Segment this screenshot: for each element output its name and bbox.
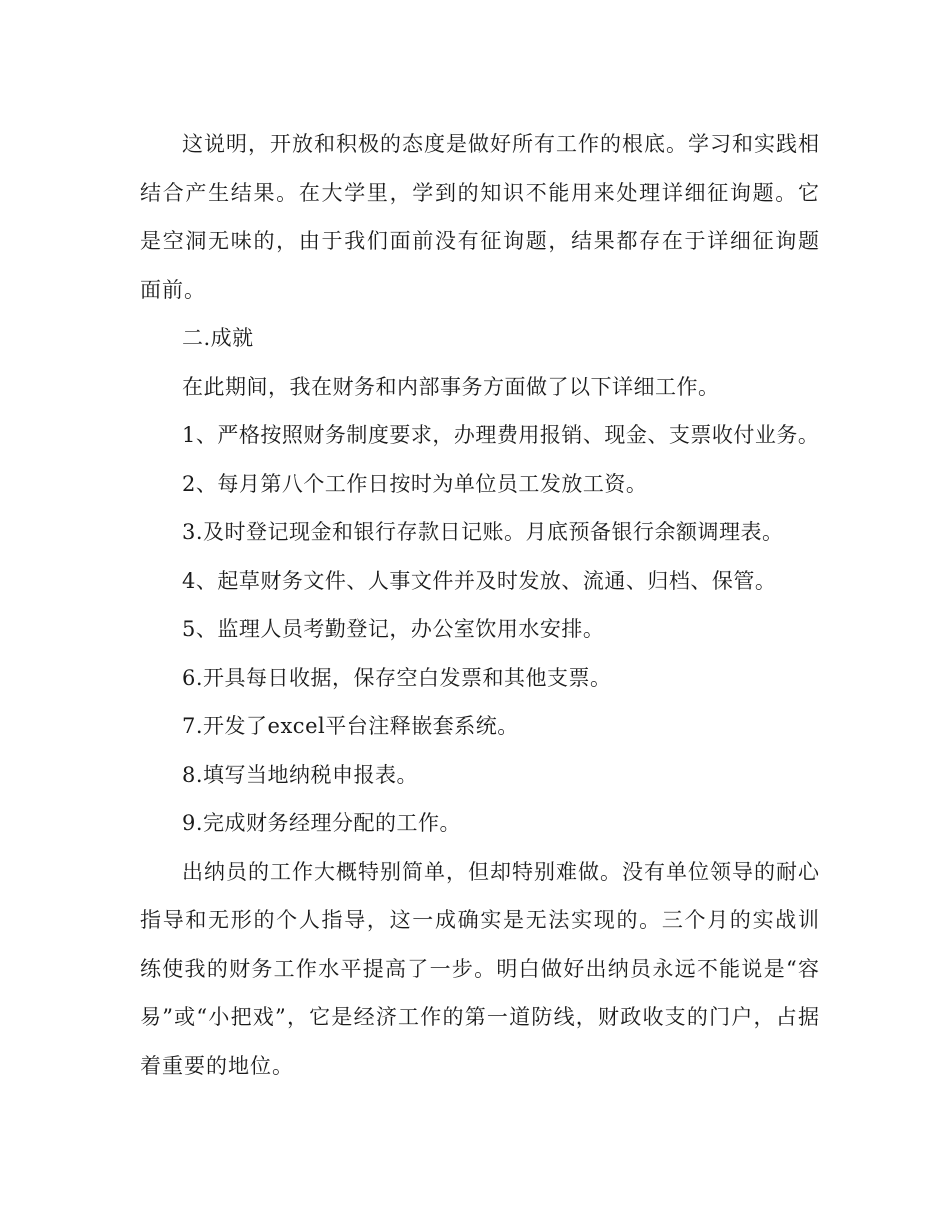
list-item: 9.完成财务经理分配的工作。 [182,811,462,835]
list-item: 5、监理人员考勤登记，办公室饮用水安排。 [182,617,605,641]
list-item: 4、起草财务文件、人事文件并及时发放、流通、归档、保管。 [182,568,777,593]
paragraph-attitude: 这说明，开放和积极的态度是做好所有工作的根底。学习和实践相结合产生结果。在大学里，学到的知识不能用来处理详细征询题。它是空洞无味的，由于我们面前没有征询题，结果都存在于详细征询题面前。 [140,132,820,302]
document-page [140,120,820,1090]
list-item: 7.开发了excel平台注释嵌套系统。 [182,714,519,738]
paragraph-cashier-work: 出纳员的工作大概特别简单，但却特别难做。没有单位领导的耐心指导和无形的个人指导，这一成确实是无法实现的。三个月的实战训练使我的财务工作水平提高了一步。明白做好出纳员永远不能说是“容易”或“小把戏”，它是经济工作的第一道防线，财政收支的门户，占据着重要的地位。 [140,859,820,1078]
list-item: 8.填写当地纳税申报表。 [182,762,419,787]
list-item: 2、每月第八个工作日按时为单位员工发放工资。 [182,471,648,496]
list-item: 6.开具每日收据，保存空白发票和其他支票。 [182,665,612,690]
paragraph-intro: 在此期间，我在财务和内部事务方面做了以下详细工作。 [182,374,720,399]
list-item: 1、严格按照财务制度要求，办理费用报销、现金、支票收付业务。 [182,423,820,447]
section-heading-achievements: 二.成就 [182,326,254,350]
list-item: 3.及时登记现金和银行存款日记账。月底预备银行余额调理表。 [182,520,784,544]
